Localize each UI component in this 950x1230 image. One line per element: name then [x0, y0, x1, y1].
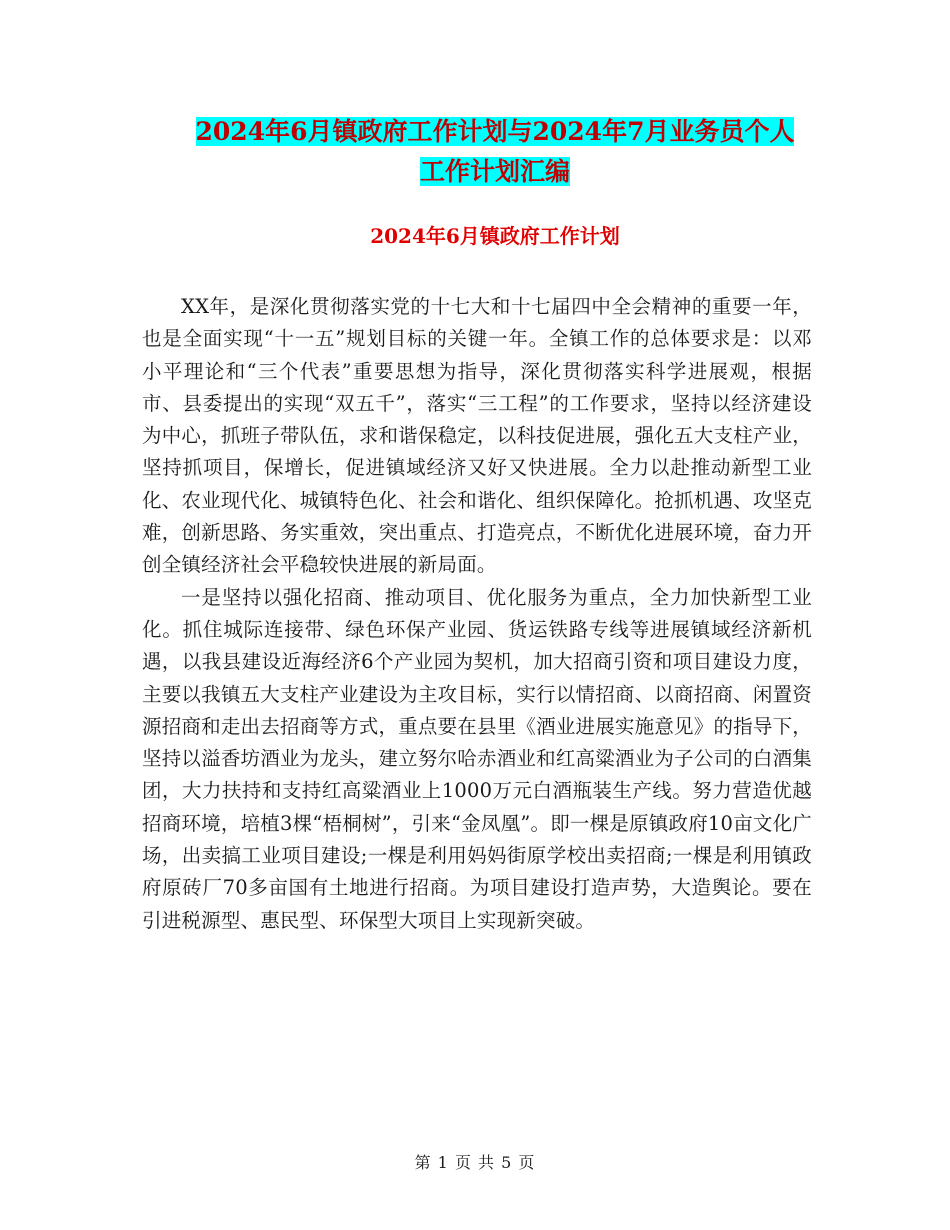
- paragraph: XX年，是深化贯彻落实党的十七大和十七届四中全会精神的重要一年，也是全面实现“十一五”规划目标的关键一年。全镇工作的总体要求是：以邓小平理论和“三个代表”重要思想为指导，深化贯彻落实科学进展观，根据市、县委提出的实现“双五千”，落实“三工程”的工作要求，坚持以经济建设为中心，抓班子带队伍，求和谐保稳定，以科技促进展，强化五大支柱产业，坚持抓项目，保增长，促进镇域经济又好又快进展。全力以赴推动新型工业化、农业现代化、城镇特色化、社会和谐化、组织保障化。抢抓机遇、攻坚克难，创新思路、务实重效，突出重点、打造亮点，不断优化进展环境，奋力开创全镇经济社会平稳较快进展的新局面。: [142, 295, 812, 577]
- document-body: [142, 291, 812, 937]
- section-title: 2024年6月镇政府工作计划: [370, 224, 620, 248]
- document-title: [100, 112, 890, 192]
- paragraph: 一是坚持以强化招商、推动项目、优化服务为重点，全力加快新型工业化。抓住城际连接带、绿色环保产业园、货运铁路专线等进展镇域经济新机遇，以我县建设近海经济6个产业园为契机，加大招商引资和项目建设力度，主要以我镇五大支柱产业建设为主攻目标，实行以情招商、以商招商、闲置资源招商和走出去招商等方式，重点要在县里《酒业进展实施意见》的指导下，坚持以溢香坊酒业为龙头，建立努尔哈赤酒业和红高粱酒业为子公司的白酒集团，大力扶持和支持红高粱酒业上1000万元白酒瓶装生产线。努力营造优越招商环境，培植3棵“梧桐树”，引来“金凤凰”。即一棵是原镇政府10亩文化广场，出卖搞工业项目建设;一棵是利用妈妈街原学校出卖招商;一棵是利用镇政府原砖厂70多亩国有土地进行招商。为项目建设打造声势，大造舆论。要在引进税源型、惠民型、环保型大项目上实现新突破。: [142, 585, 812, 932]
- page-number: 第 1 页 共 5 页: [414, 1153, 536, 1172]
- page-footer: [0, 1152, 950, 1174]
- document-title-line-2: 工作计划汇编: [419, 157, 570, 186]
- document-title-line-1: 2024年6月镇政府工作计划与2024年7月业务员个人: [195, 117, 795, 146]
